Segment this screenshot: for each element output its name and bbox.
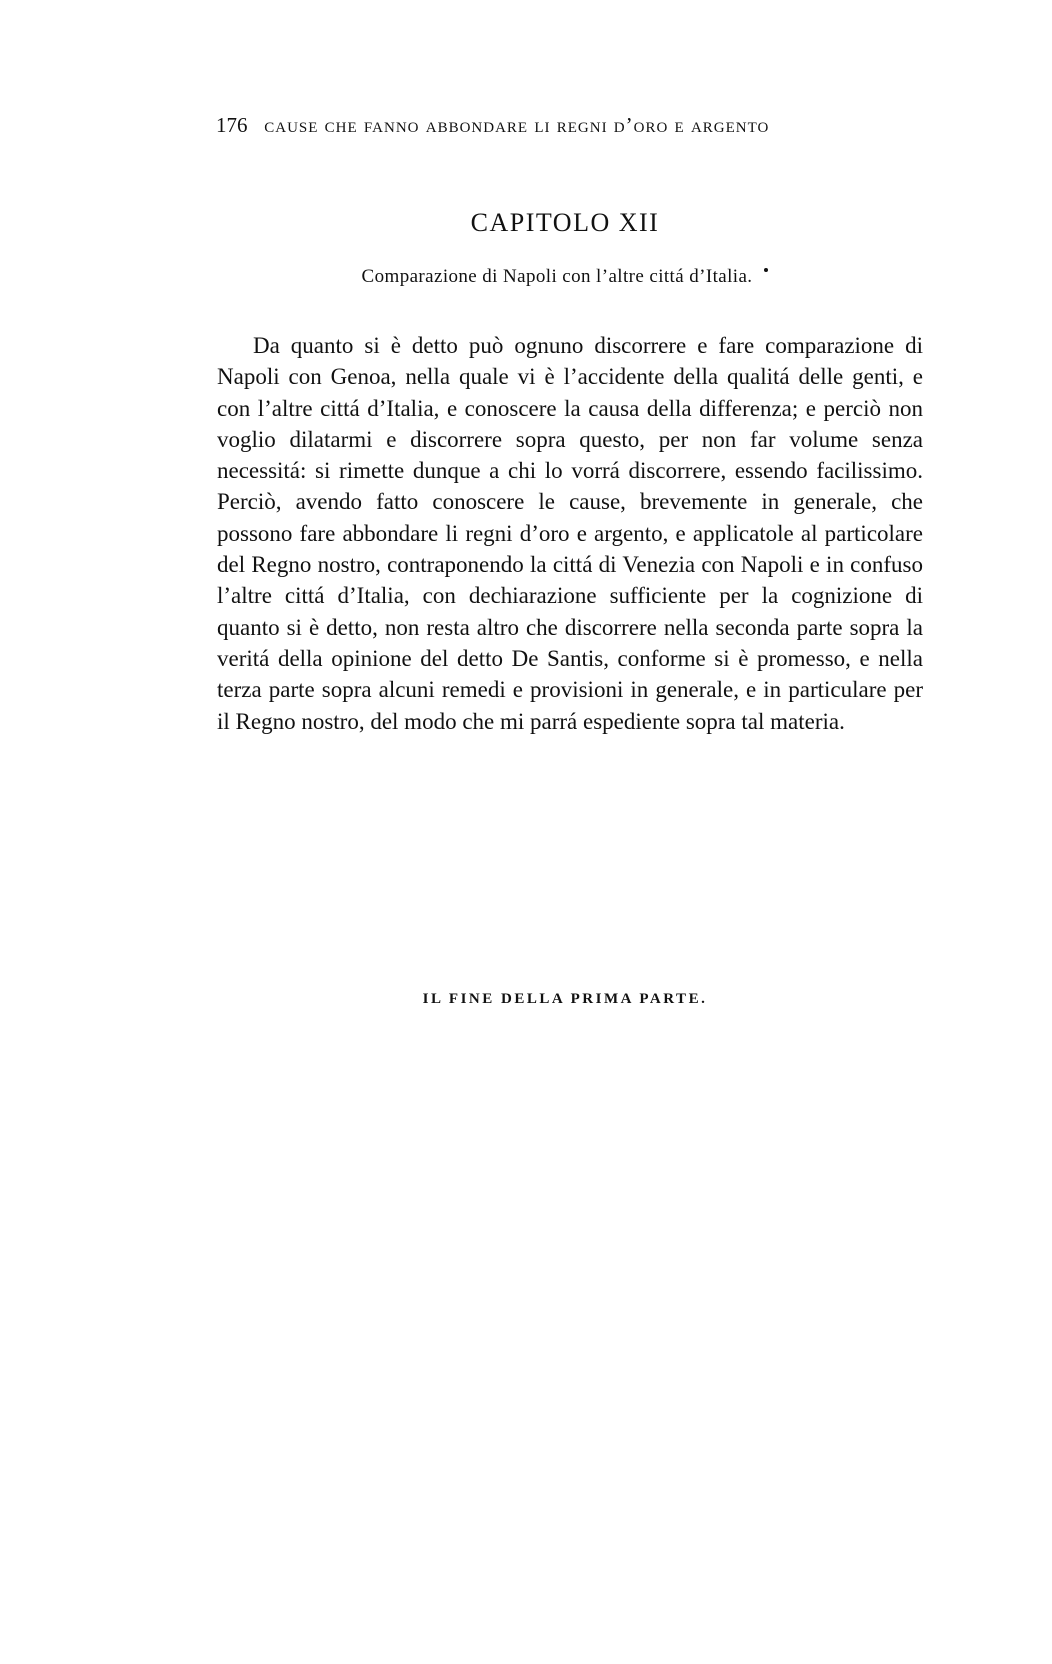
running-header — [216, 113, 916, 138]
chapter-subtitle: Comparazione di Napoli con l’altre cittá d’Italia. — [361, 266, 753, 287]
chapter-subtitle-line — [200, 266, 930, 288]
print-speck-mark — [764, 268, 768, 272]
end-of-part-note: IL FINE DELLA PRIMA PARTE. — [422, 991, 708, 1007]
running-title: cause che fanno abbondare li regni d’oro e argento — [264, 113, 770, 137]
page-number: 176 — [216, 113, 248, 137]
body-paragraph: Da quanto si è detto può ognuno discorrere e fare comparazione di Napoli con Genoa, nella quale vi è l’accidente della qualitá delle genti, e con l’altre cittá d’Italia, e conoscere la causa della differenza; e perciò non voglio dilatarmi e discorrere sopra questo, per non far volume senza necessitá: si rimette dunque a chi lo vorrá discorrere, essendo facilissimo. Perciò, avendo fatto conoscere le cause, brevemente in generale, che possono fare abbondare li regni d’oro e argento, e applicatole al particolare del Regno nostro, contraponendo la cittá di Venezia con Napoli e in confuso l’altre cittá d’Italia, con dechiarazione sufficiente per la cognizione di quanto si è detto, non resta altro che discorrere nella seconda parte sopra la veritá della opinione del detto De Santis, conforme si è promesso, e nella terza parte sopra alcuni remedi e provisioni in generale, e in particulare per il Regno nostro, del modo che mi parrá espediente sopra tal materia. — [217, 333, 923, 734]
chapter-title: CAPITOLO XII — [470, 208, 660, 237]
